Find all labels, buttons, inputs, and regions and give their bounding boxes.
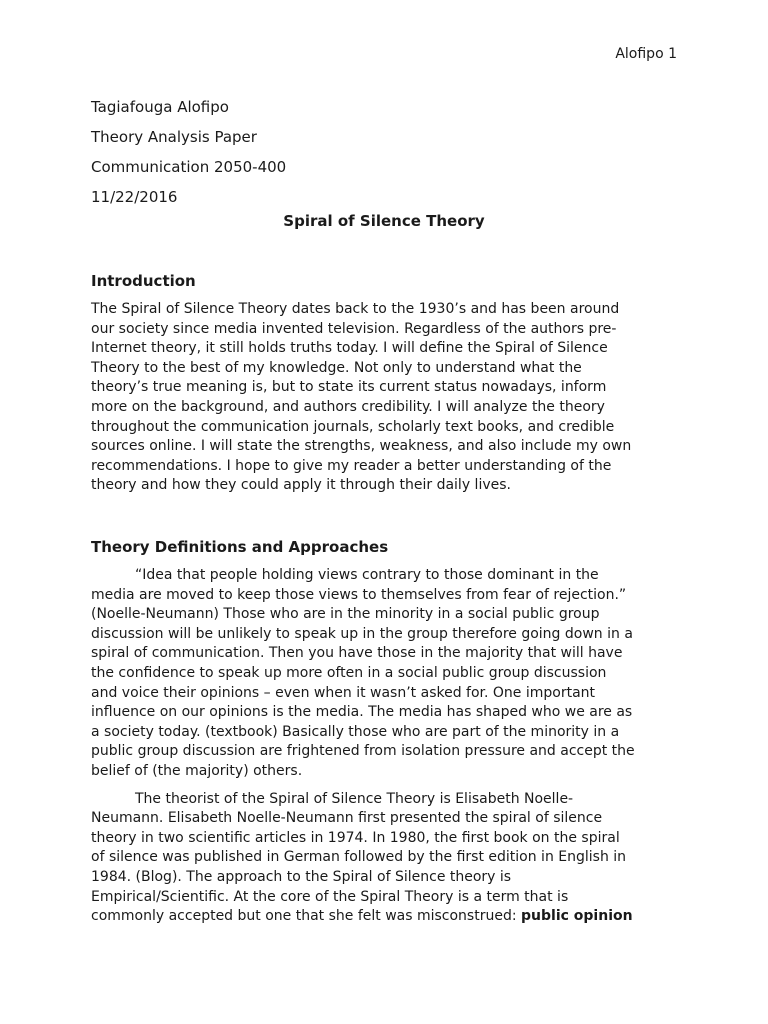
paragraph-line: (Noelle-Neumann) Those who are in the minority in a social public group bbox=[91, 606, 600, 623]
paragraph-line: sources online. I will state the strengths, weakness, and also include my own bbox=[91, 438, 632, 455]
line-text: commonly accepted but one that she felt was misconstrued: bbox=[91, 908, 522, 925]
paragraph-line: theory in two scientific articles in 1974. In 1980, the first book on the spiral bbox=[91, 829, 620, 846]
paragraph-line: 1984. (Blog). The approach to the Spiral of Silence theory is bbox=[91, 868, 512, 885]
paragraph-line: Neumann. Elisabeth Noelle-Neumann first presented the spiral of silence bbox=[91, 810, 603, 827]
paragraph-line: of silence was published in German followed by the first edition in English in bbox=[91, 849, 627, 866]
paragraph-line: discussion will be unlikely to speak up in the group therefore going down in a bbox=[91, 625, 633, 642]
paragraph-line: Theory to the best of my knowledge. Not only to understand what the bbox=[91, 359, 582, 376]
paragraph-line: media are moved to keep those views to themselves from fear of rejection.” bbox=[91, 586, 627, 603]
paragraph-line bbox=[91, 907, 691, 927]
paper-title: Spiral of Silence Theory bbox=[283, 212, 485, 230]
assignment-name: Theory Analysis Paper bbox=[91, 128, 257, 146]
paragraph-line: belief of (the majority) others. bbox=[91, 762, 303, 779]
paragraph-line: and voice their opinions – even when it wasn’t asked for. One important bbox=[91, 684, 596, 701]
paragraph-line: the confidence to speak up more often in a social public group discussion bbox=[91, 664, 607, 681]
paragraph-line: our society since media invented television. Regardless of the authors pre- bbox=[91, 320, 617, 337]
running-head: Alofipo 1 bbox=[615, 46, 677, 62]
paragraph-line: more on the background, and authors credibility. I will analyze the theory bbox=[91, 398, 605, 415]
paragraph-line: a society today. (textbook) Basically those who are part of the minority in a bbox=[91, 723, 620, 740]
paragraph-line: “Idea that people holding views contrary to those dominant in the bbox=[135, 567, 599, 583]
definitions-paragraph-1 bbox=[91, 566, 691, 782]
definitions-heading: Theory Definitions and Approaches bbox=[91, 538, 389, 556]
paper-date: 11/22/2016 bbox=[91, 188, 178, 206]
paragraph-line: recommendations. I hope to give my reader a better understanding of the bbox=[91, 457, 612, 474]
paragraph-line: throughout the communication journals, scholarly text books, and credible bbox=[91, 418, 615, 435]
introduction-paragraph bbox=[91, 300, 691, 496]
paragraph-line: theory’s true meaning is, but to state its current status nowadays, inform bbox=[91, 379, 607, 396]
paragraph-line: spiral of communication. Then you have those in the majority that will have bbox=[91, 645, 623, 662]
paragraph-line: The theorist of the Spiral of Silence Theory is Elisabeth Noelle- bbox=[135, 790, 574, 807]
definitions-paragraph-2 bbox=[91, 790, 691, 927]
introduction-section bbox=[91, 271, 691, 496]
key-term: public opinion bbox=[521, 908, 633, 925]
course-name: Communication 2050-400 bbox=[91, 158, 287, 176]
paragraph-line: public group discussion are frightened from isolation pressure and accept the bbox=[91, 743, 635, 760]
definitions-section bbox=[91, 537, 691, 927]
author-name: Tagiafouga Alofipo bbox=[91, 98, 229, 116]
paragraph-line: The Spiral of Silence Theory dates back to the 1930’s and has been around bbox=[91, 301, 620, 317]
paragraph-line: theory and how they could apply it through their daily lives. bbox=[91, 477, 511, 494]
paragraph-line: Empirical/Scientific. At the core of the Spiral Theory is a term that is bbox=[91, 888, 569, 905]
paragraph-line: influence on our opinions is the media. The media has shaped who we are as bbox=[91, 704, 633, 721]
introduction-heading: Introduction bbox=[91, 272, 196, 290]
mla-heading bbox=[91, 92, 286, 212]
paragraph-line: Internet theory, it still holds truths today. I will define the Spiral of Silence bbox=[91, 340, 608, 357]
